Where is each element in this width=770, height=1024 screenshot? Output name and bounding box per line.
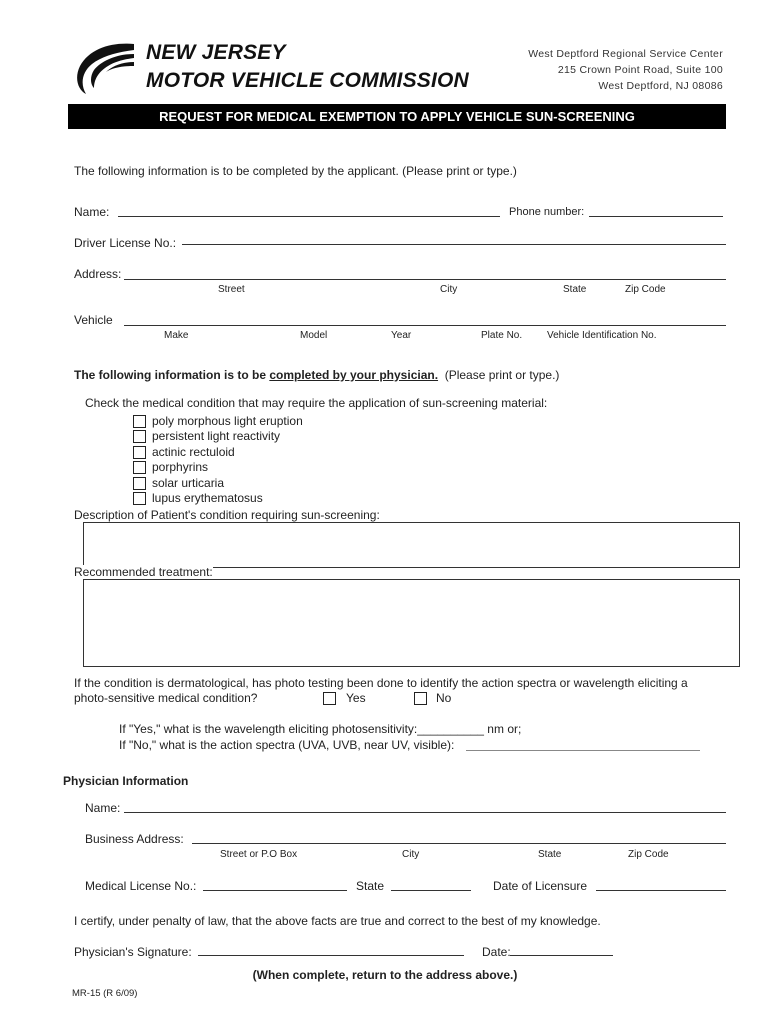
no-label: No — [436, 691, 452, 705]
address-line3: West Deptford, NJ 08086 — [598, 80, 723, 92]
phone-field[interactable] — [589, 216, 723, 217]
driver-license-label: Driver License No.: — [74, 236, 177, 250]
photo-question-line2: photo-sensitive medical condition? — [74, 691, 258, 705]
street-caption: Street — [218, 284, 245, 295]
ba-street-caption: Street or P.O Box — [220, 849, 298, 860]
make-caption: Make — [164, 330, 189, 341]
license-state-field[interactable] — [391, 890, 471, 891]
physician-name-label: Name: — [85, 801, 121, 815]
description-textarea[interactable] — [83, 522, 740, 568]
state-label: State — [356, 879, 385, 893]
return-note: (When complete, return to the address above.) — [252, 968, 518, 982]
condition-label-5: solar urticaria — [152, 476, 225, 490]
agency-name-line2: MOTOR VEHICLE COMMISSION — [146, 69, 469, 92]
checkbox-condition-5[interactable] — [133, 477, 146, 490]
licensure-date-field[interactable] — [596, 890, 726, 891]
checkbox-no[interactable] — [414, 692, 427, 705]
business-address-label: Business Address: — [85, 832, 184, 846]
name-label: Name: — [74, 205, 110, 219]
checkbox-condition-2[interactable] — [133, 430, 146, 443]
business-address-field[interactable] — [192, 843, 726, 844]
treatment-label: Recommended treatment: — [74, 565, 213, 579]
city-caption: City — [440, 284, 458, 295]
condition-label-4: porphyrins — [152, 460, 209, 474]
address-field[interactable] — [124, 279, 726, 280]
year-caption: Year — [391, 330, 412, 341]
medical-license-label: Medical License No.: — [85, 879, 197, 893]
condition-label-3: actinic rectuloid — [152, 445, 235, 459]
vehicle-field[interactable] — [124, 325, 726, 326]
condition-label-1: poly morphous light eruption — [152, 414, 303, 428]
checkbox-condition-4[interactable] — [133, 461, 146, 474]
action-spectra-field[interactable] — [466, 750, 700, 751]
applicant-name-field[interactable] — [118, 216, 500, 217]
form-id: MR-15 (R 6/09) — [72, 988, 138, 999]
agency-name-line1: NEW JERSEY — [146, 41, 286, 64]
njmvc-swoosh-icon — [72, 40, 136, 96]
condition-label-6: lupus erythematosus — [152, 491, 263, 505]
model-caption: Model — [300, 330, 328, 341]
applicant-intro: The following information is to be completed by the applicant. (Please print or type.) — [74, 164, 517, 178]
yes-label: Yes — [346, 691, 366, 705]
phone-label: Phone number: — [509, 206, 585, 218]
treatment-textarea[interactable] — [83, 579, 740, 667]
if-no-question: If "No," what is the action spectra (UVA, UVB, near UV, visible): — [119, 738, 455, 752]
signature-field[interactable] — [198, 955, 464, 956]
licensure-date-label: Date of Licensure — [493, 879, 588, 893]
ba-city-caption: City — [402, 849, 420, 860]
condition-label-2: persistent light reactivity — [152, 429, 281, 443]
description-label: Description of Patient's condition requiring sun-screening: — [74, 508, 380, 522]
ba-state-caption: State — [538, 849, 562, 860]
address-label: Address: — [74, 267, 122, 281]
form-title: REQUEST FOR MEDICAL EXEMPTION TO APPLY VEHICLE SUN-SCREENING — [68, 104, 726, 129]
date-field[interactable] — [510, 955, 613, 956]
checkbox-condition-6[interactable] — [133, 492, 146, 505]
date-label: Date: — [482, 945, 511, 959]
vin-caption: Vehicle Identification No. — [547, 330, 657, 341]
plate-caption: Plate No. — [481, 330, 523, 341]
physician-intro: The following information is to be completed by your physician. (Please print or type.) — [74, 368, 560, 382]
zip-caption: Zip Code — [625, 284, 666, 295]
medical-license-field[interactable] — [203, 890, 347, 891]
ba-zip-caption: Zip Code — [628, 849, 669, 860]
certification-statement: I certify, under penalty of law, that the above facts are true and correct to the best of my knowledge. — [74, 914, 601, 928]
address-line2: 215 Crown Point Road, Suite 100 — [557, 64, 723, 76]
signature-label: Physician's Signature: — [74, 945, 192, 959]
checkbox-condition-1[interactable] — [133, 415, 146, 428]
physician-name-field[interactable] — [124, 812, 726, 813]
check-condition-label: Check the medical condition that may require the application of sun-screening material: — [85, 396, 548, 410]
checkbox-yes[interactable] — [323, 692, 336, 705]
if-yes-question: If "Yes," what is the wavelength eliciting photosensitivity:__________ nm or; — [119, 722, 522, 736]
photo-question-line1: If the condition is dermatological, has photo testing been done to identify the action spectra or wavelength eliciting a — [74, 676, 688, 690]
address-line1: West Deptford Regional Service Center — [528, 48, 723, 60]
physician-info-heading: Physician Information — [63, 774, 189, 788]
state-caption: State — [563, 284, 587, 295]
checkbox-condition-3[interactable] — [133, 446, 146, 459]
vehicle-label: Vehicle — [74, 313, 113, 327]
driver-license-field[interactable] — [182, 244, 726, 245]
